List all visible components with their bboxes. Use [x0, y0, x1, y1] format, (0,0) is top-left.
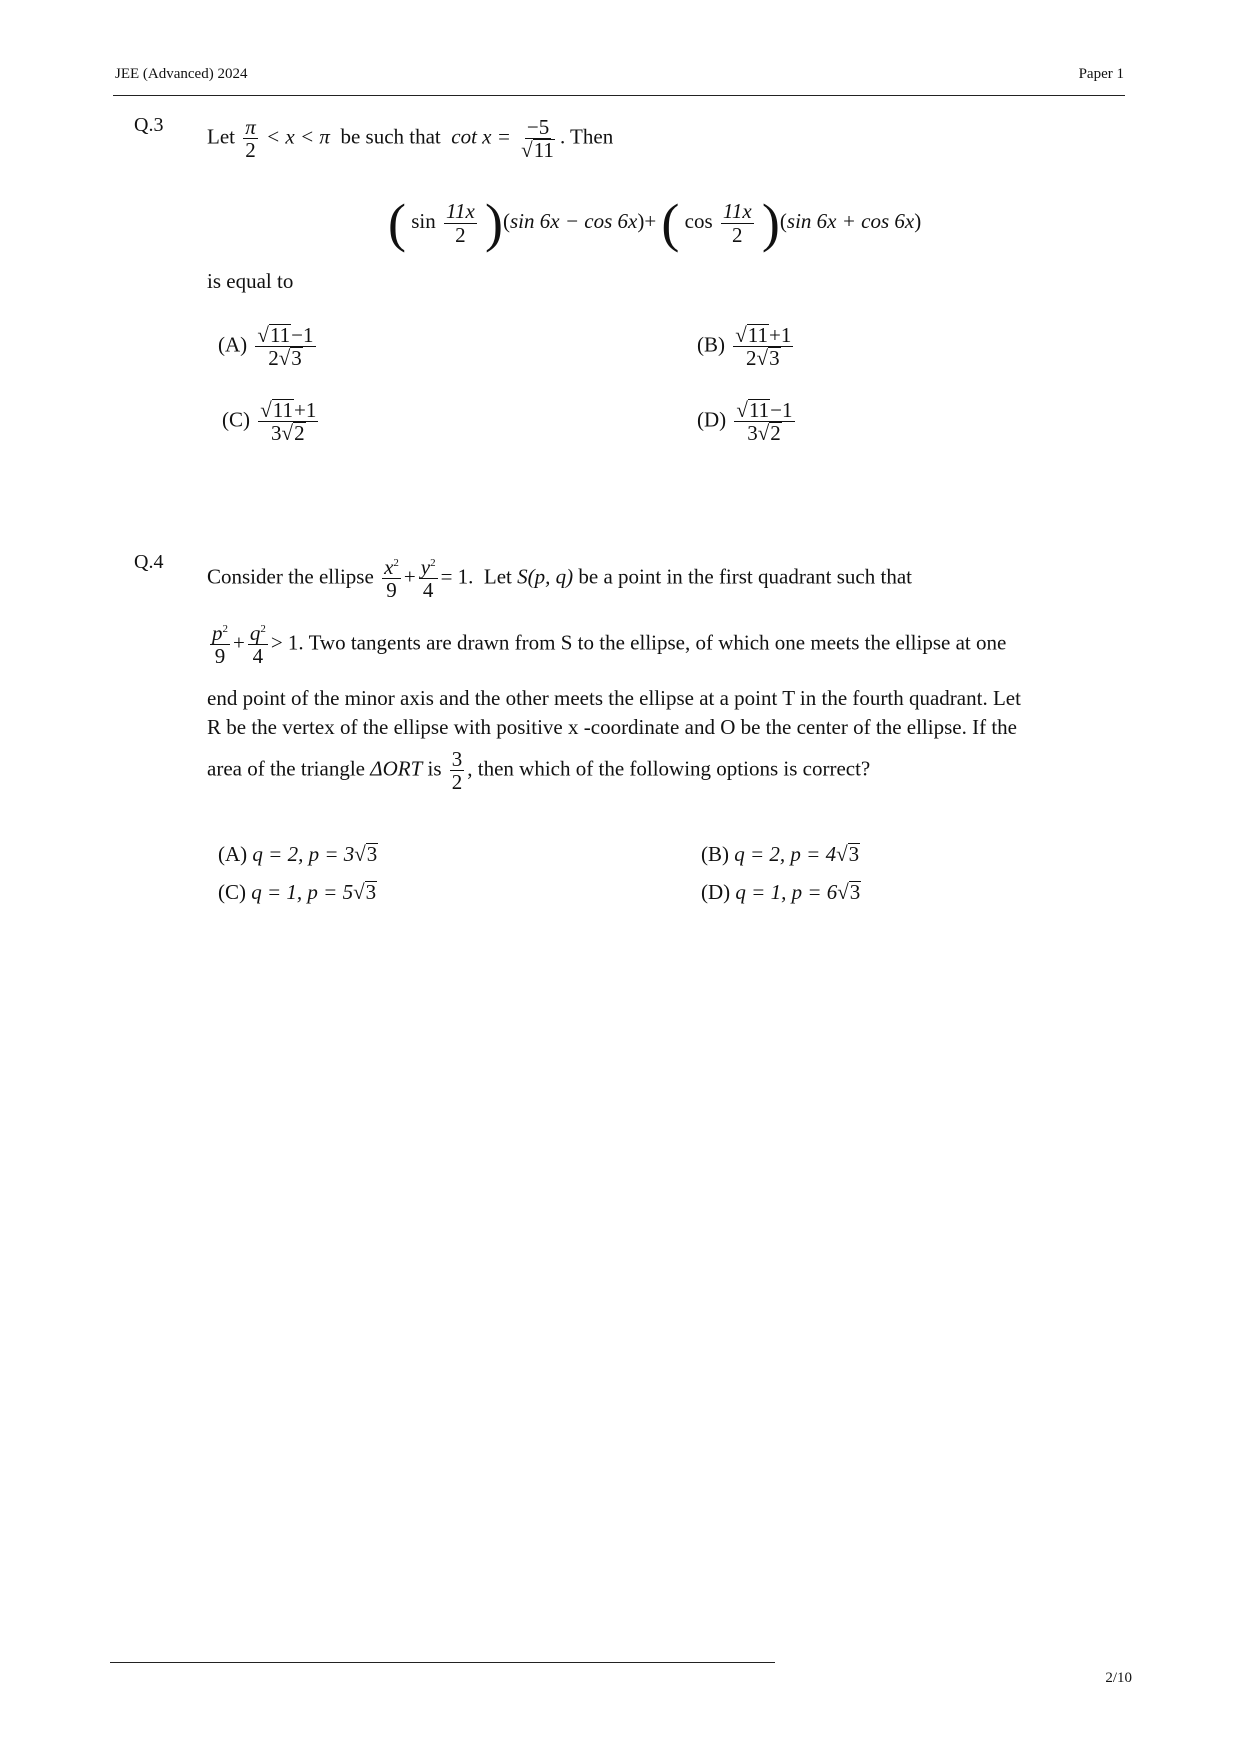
q3-option-c[interactable]: (C) $\frac{√11+1}{3√2}$: [222, 398, 317, 446]
q4-line3: end point of the minor axis and the other meets the ellipse at a point T in the fourth quadrant. Let: [207, 686, 1021, 710]
paper-label: Paper 1: [1078, 66, 1124, 82]
page-number: 2/10: [1105, 1670, 1132, 1686]
q4-option-a[interactable]: (A) q = 2, p = 3√3: [218, 842, 378, 866]
q4-option-c[interactable]: (C) q = 1, p = 5√3: [218, 880, 377, 904]
q4-line4: R be the vertex of the ellipse with positive x -coordinate and O be the center of the ellipse. If the: [207, 715, 1017, 739]
header-rule: [113, 95, 1125, 96]
footer-rule: [110, 1662, 775, 1663]
exam-title: JEE (Advanced) 2024: [115, 66, 248, 82]
q3-expression: ( sin $\frac{11x}{2}$ )(sin 6x − cos 6x)+ ( cos $\frac{11x}{2}$ )(sin 6x + cos 6x): [388, 193, 922, 253]
q3-number: Q.3: [134, 114, 164, 136]
q4-number: Q.4: [134, 551, 164, 573]
cot-value-fraction: $\frac{-5}{√11}$: [521, 115, 554, 163]
q3-option-a[interactable]: (A) $\frac{√11-1}{2√3}$: [218, 323, 314, 371]
q4-line5: area of the triangle ΔORT is $\frac{3}{2}$ , then which of the following options is correct?: [207, 747, 871, 795]
q4-line2: $\frac{p^2}{9}$ + $\frac{q^2}{4}$ > 1. Two tangents are drawn from S to the ellipse, of which one meets the ellipse at one: [212, 621, 1007, 669]
q3-option-b[interactable]: (B) $\frac{√11+1}{2√3}$: [697, 323, 792, 371]
q4-line1: Consider the ellipse $\frac{x^2}{9}$ + $\frac{y^2}{4}$ = 1. Let S(p, q) be a point in the first quadrant such that: [207, 555, 912, 603]
q4-option-d[interactable]: (D) q = 1, p = 6√3: [701, 880, 861, 904]
q3-stem: Let $\frac{\pi}{2}$ < x < π be such that cot x = $\frac{-5}{√11}$ . Then: [207, 115, 614, 163]
q3-option-d[interactable]: (D) $\frac{√11-1}{3√2}$: [697, 398, 793, 446]
pi-over-2: $\frac{\pi}{2}$: [245, 115, 256, 163]
q4-option-b[interactable]: (B) q = 2, p = 4√3: [701, 842, 860, 866]
q3-is-equal-to: is equal to: [207, 269, 294, 293]
